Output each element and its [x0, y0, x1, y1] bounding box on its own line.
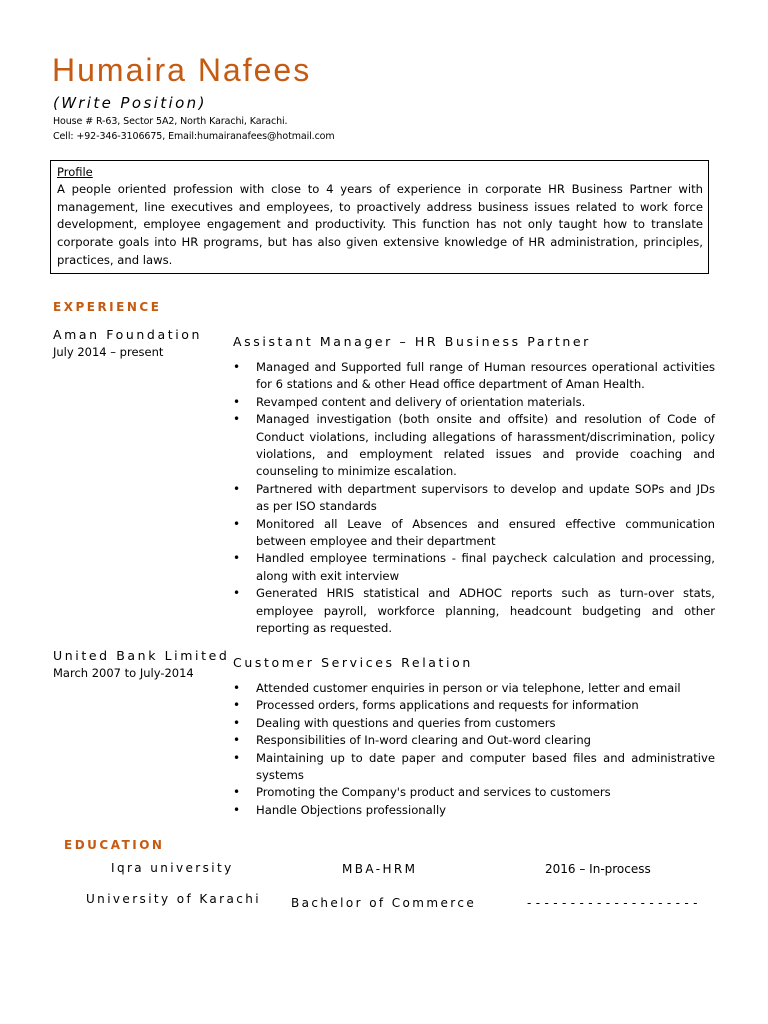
job-role: Assistant Manager – HR Business Partner — [233, 334, 591, 349]
job-org: Aman Foundation — [53, 327, 203, 342]
list-item: • Monitored all Leave of Absences and ensured effective communication between employee and their department — [231, 516, 715, 551]
list-item: • Dealing with questions and queries from customers — [231, 715, 715, 732]
job-role: Customer Services Relation — [233, 655, 473, 670]
list-item: • Attended customer enquiries in person or via telephone, letter and email — [231, 680, 715, 697]
edu-degree: MBA-HRM — [342, 862, 418, 876]
contact-info: Cell: +92-346-3106675, Email:humairanafees@hotmail.com — [53, 131, 335, 142]
education-heading: EDUCATION — [64, 838, 165, 852]
list-item: • Generated HRIS statistical and ADHOC reports such as turn-over stats, employee payroll, workforce planning, headcount budgeting and other reporting as requested. — [231, 585, 715, 637]
edu-degree: Bachelor of Commerce — [291, 896, 477, 910]
list-item: • Revamped content and delivery of orientation materials. — [231, 394, 715, 411]
address: House # R-63, Sector 5A2, North Karachi, Karachi. — [53, 116, 288, 127]
list-item: • Managed investigation (both onsite and offsite) and resolution of Code of Conduct violations, including allegations of harassment/discrimination, policy violations, and employment related issues and provide coaching and counseling to minimize escalation. — [231, 411, 715, 481]
position-title: (Write Position) — [53, 94, 207, 112]
edu-institution: Iqra university — [111, 861, 234, 875]
job-org: United Bank Limited — [53, 648, 230, 663]
edu-year: 2016 – In-process — [545, 862, 651, 876]
list-item: • Handled employee terminations - final paycheck calculation and processing, along with exit interview — [231, 550, 715, 585]
list-item: • Responsibilities of In-word clearing and Out-word clearing — [231, 732, 715, 749]
job-dates: July 2014 – present — [53, 345, 164, 359]
job-bullets — [231, 680, 715, 819]
profile-title: Profile — [57, 165, 93, 179]
profile-text: A people oriented profession with close to 4 years of experience in corporate HR Business Partner with management, line executives and employees, to proactively address business issues related to work force development, employee engagement and productivity. This function has not only taught how to translate corporate goals into HR programs, but has also given extensive knowledge of HR administration, principles, practices, and laws. — [57, 182, 703, 267]
profile-box — [50, 160, 709, 274]
list-item: • Maintaining up to date paper and computer based files and administrative systems — [231, 750, 715, 785]
list-item: • Handle Objections professionally — [231, 802, 715, 819]
experience-heading: EXPERIENCE — [53, 300, 162, 314]
list-item: • Promoting the Company's product and services to customers — [231, 784, 715, 801]
edu-institution: University of Karachi — [86, 892, 261, 906]
job-bullets — [231, 359, 715, 638]
edu-year: - - - - - - - - - - - - - - - - - - - - — [527, 896, 698, 910]
candidate-name: Humaira Nafees — [52, 52, 312, 88]
job-dates: March 2007 to July-2014 — [53, 666, 194, 680]
list-item: • Managed and Supported full range of Human resources operational activities for 6 stations and & other Head office department of Aman Health. — [231, 359, 715, 394]
list-item: • Partnered with department supervisors to develop and update SOPs and JDs as per ISO standards — [231, 481, 715, 516]
list-item: • Processed orders, forms applications and requests for information — [231, 697, 715, 714]
